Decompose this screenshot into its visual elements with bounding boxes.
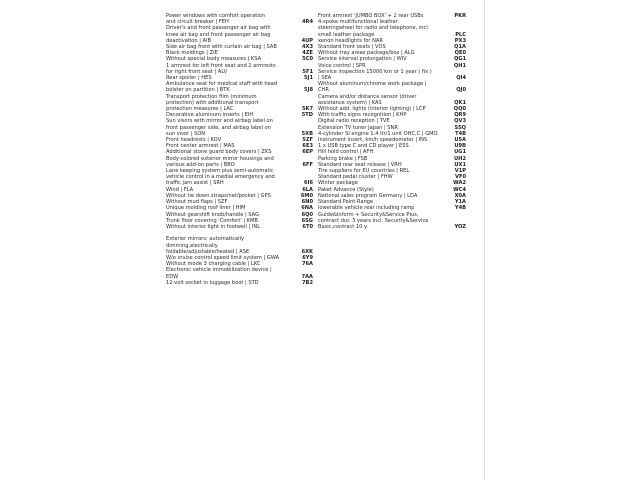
option-code: 6Q0 bbox=[301, 211, 313, 218]
option-code: 6FF bbox=[302, 161, 313, 168]
option-description-line: Exterior mirrors: automatically bbox=[166, 236, 244, 243]
option-description-line: protection) with additional transport bbox=[166, 99, 259, 106]
option-description-line: Without gearshift knob/handle | SAG bbox=[166, 211, 259, 218]
option-description-line: Driver's and front passenger air bag with bbox=[166, 25, 271, 32]
option-description-line: 12-volt socket in luggage boot | STD bbox=[166, 279, 259, 286]
option-code: QE0 bbox=[454, 50, 466, 57]
option-code: 6I6 bbox=[304, 180, 313, 187]
option-description-line: Unique molding roof liner | HIM bbox=[166, 205, 246, 212]
option-code: QG1 bbox=[453, 56, 466, 63]
option-description-line: Body-colored exterior mirror housings and bbox=[166, 155, 274, 162]
option-description-line: Front center armrest | MAS bbox=[166, 143, 235, 150]
option-code: YOZ bbox=[454, 223, 466, 230]
option-description bbox=[318, 19, 455, 38]
option-description-line: Electronic vehicle immobilization device | bbox=[166, 267, 272, 274]
option-description-line: protection measures | LAC bbox=[166, 106, 234, 113]
option-code: 6EP bbox=[302, 149, 313, 156]
option-description-line: front passenger side, and airbag label on bbox=[166, 124, 271, 131]
option-row bbox=[318, 19, 466, 38]
option-code: 6XK bbox=[301, 248, 313, 255]
option-description bbox=[166, 280, 302, 286]
option-description-line: Guide&Inform + Security&Service Plus, bbox=[318, 211, 419, 218]
option-description bbox=[166, 118, 302, 137]
option-code: QR9 bbox=[454, 112, 466, 119]
option-row bbox=[318, 94, 466, 106]
option-description bbox=[166, 63, 302, 75]
option-description-line: Transport protection film (minimum bbox=[166, 93, 257, 100]
option-description-line: foldable/adjustable/heated | ASE bbox=[166, 248, 250, 255]
option-code: 6SG bbox=[301, 217, 313, 224]
option-description-line: Lane keeping system plus semi-automatic bbox=[166, 168, 274, 175]
option-description bbox=[166, 224, 302, 230]
option-description-line: steeringwheel for radio and telephone, incl. bbox=[318, 25, 430, 32]
option-code: 6N0 bbox=[301, 199, 313, 206]
option-code: Y4B bbox=[454, 205, 466, 212]
option-code: 5C0 bbox=[302, 56, 313, 63]
option-code: WC4 bbox=[453, 186, 466, 193]
option-code: QV3 bbox=[454, 118, 466, 125]
option-code: 7AA bbox=[301, 273, 313, 280]
option-description-line: Sun visors with mirror and airbag label on bbox=[166, 118, 273, 125]
option-row bbox=[318, 69, 466, 81]
option-code: 76A bbox=[301, 261, 313, 268]
option-description-line: vehicle control in a medial emergency and bbox=[166, 174, 275, 181]
option-list-right bbox=[318, 13, 466, 230]
option-code: 5K7 bbox=[301, 106, 313, 113]
option-code: 4X3 bbox=[301, 44, 313, 51]
option-description-line: assistance system) | KAS bbox=[318, 99, 382, 106]
option-code: 4ZE bbox=[302, 50, 313, 57]
option-code: 5ZF bbox=[302, 137, 313, 144]
option-code: QI4 bbox=[456, 75, 466, 82]
option-description-line: 4-spoke multifunctional leather bbox=[318, 19, 398, 26]
option-row bbox=[166, 94, 313, 113]
option-description-line: Ambulance seat for medical staff with head bbox=[166, 81, 278, 88]
option-description-line: various add-on parts | BBO bbox=[166, 161, 235, 168]
option-description-line: Front headrests | KOV bbox=[166, 137, 222, 144]
option-description-line: Standard pedal cluster | FHW bbox=[318, 174, 393, 181]
option-code: 6LA bbox=[302, 186, 313, 193]
option-code: 5F1 bbox=[302, 68, 313, 75]
option-row bbox=[318, 81, 466, 93]
option-description-line: Camera and/or distance sensor (driver bbox=[318, 93, 417, 100]
option-description-line: Additional stone guard body covers | ZKS bbox=[166, 149, 272, 156]
option-description-line: lowerable vehicle rear including ramp bbox=[318, 205, 415, 212]
option-description-line: EDW bbox=[166, 273, 179, 280]
option-code: UX1 bbox=[454, 161, 466, 168]
option-description bbox=[318, 94, 454, 106]
option-code: WA2 bbox=[453, 180, 466, 187]
option-code: 7B2 bbox=[302, 279, 313, 286]
option-code: 6NA bbox=[301, 205, 313, 212]
option-description bbox=[166, 81, 304, 93]
option-row bbox=[318, 212, 466, 231]
option-description-line: Without tray areas package/box | ALG bbox=[318, 50, 415, 57]
option-description-line: Without add. lights (interior lighting) | LCP bbox=[318, 106, 426, 113]
option-description-line: Instrument insert, km/h speedometer | INS bbox=[318, 137, 428, 144]
option-description-line: National sales program Germany | LDA bbox=[318, 192, 418, 199]
option-code: 4UP bbox=[301, 37, 313, 44]
option-description bbox=[318, 81, 456, 93]
option-description-line: Standard Paint Range bbox=[318, 199, 374, 206]
option-code: T4B bbox=[455, 130, 466, 137]
option-description-line: Wind | FLA bbox=[166, 186, 194, 193]
option-description-line: Hill hold control | AFH bbox=[318, 149, 374, 156]
option-code: 5XB bbox=[301, 130, 313, 137]
option-row bbox=[166, 168, 313, 187]
option-description-line: Standard front seats | VOS bbox=[318, 44, 386, 51]
option-description-line: xenon headlights for NAR bbox=[318, 37, 383, 44]
option-code: QH1 bbox=[453, 62, 466, 69]
option-description bbox=[166, 236, 302, 255]
option-code: UG1 bbox=[454, 149, 466, 156]
option-code: UH2 bbox=[454, 155, 466, 162]
option-description-line: small leather package bbox=[318, 31, 375, 38]
option-description bbox=[166, 25, 302, 44]
option-code: PX3 bbox=[454, 37, 466, 44]
option-code: PKR bbox=[454, 13, 466, 19]
option-description-line: Without interior light in footwell | INL bbox=[166, 223, 261, 230]
option-description bbox=[318, 69, 456, 81]
option-description-line: Digital radio reception | TVE bbox=[318, 118, 390, 125]
option-row bbox=[166, 224, 313, 230]
option-code: 5J8 bbox=[304, 87, 313, 94]
option-description-line: 1 armrest for left front seat and 2 armrests bbox=[166, 62, 276, 69]
option-description-line: Parking brake | FSB bbox=[318, 155, 368, 162]
option-code: Y1A bbox=[454, 199, 466, 206]
option-description-line: With traffic signs recognition | KHP bbox=[318, 112, 407, 119]
option-description-line: Tire suppliers for EU countries | REL bbox=[318, 168, 410, 175]
option-description-line: contract dur. 3 years incl. Security&Service bbox=[318, 217, 429, 224]
option-code: 6T0 bbox=[302, 223, 313, 230]
option-description-line: Front armrest 'JUMBO BOX' + 2 rear USBs bbox=[318, 13, 424, 19]
option-description-line: Rear spoiler | HES bbox=[166, 75, 212, 82]
option-code: VF0 bbox=[455, 174, 466, 181]
option-code: U9B bbox=[454, 143, 466, 150]
option-code: 6E3 bbox=[302, 143, 313, 150]
option-description-line: sun visor | SON bbox=[166, 130, 206, 137]
option-description-line: | SEA bbox=[318, 75, 332, 82]
option-description bbox=[166, 156, 302, 168]
option-code: 6M0 bbox=[300, 192, 313, 199]
option-row bbox=[166, 81, 313, 93]
option-description-line: Without aluminum/chrome work package | bbox=[318, 81, 427, 88]
option-description-line: Service interval prolongation | WIV bbox=[318, 56, 407, 63]
option-description bbox=[318, 212, 454, 231]
option-description-line: CHR bbox=[318, 87, 329, 94]
option-description-line: bolster on partition | BTK bbox=[166, 87, 230, 94]
option-row bbox=[166, 280, 313, 286]
option-description-line: Standard rear seat release | VRH bbox=[318, 161, 402, 168]
option-description-line: Extension TV tuner Japan | SNR bbox=[318, 124, 398, 131]
option-description-line: W/o cruise control speed limit system | GWA bbox=[166, 254, 280, 261]
option-description bbox=[166, 94, 302, 113]
option-description-line: 1 x USB type C and CD player | ESS bbox=[318, 143, 409, 150]
option-row bbox=[166, 267, 313, 279]
option-description bbox=[166, 168, 304, 187]
option-description-line: for right front seat | ALV bbox=[166, 68, 228, 75]
option-row bbox=[166, 13, 313, 25]
option-description-line: Black moldings | ZIE bbox=[166, 50, 218, 57]
option-description-line: 4-cylinder SI engine 1.4 ltr/1 unit OHC,C | GMO bbox=[318, 130, 438, 137]
option-description-line: Paket Advance (Style) bbox=[318, 186, 374, 193]
option-code: QJ0 bbox=[456, 87, 466, 94]
option-description-line: dimming,electrically bbox=[166, 242, 218, 249]
option-description-line: Side air bag front with curtain air bag | SAB bbox=[166, 44, 277, 51]
option-description-line: Winter package bbox=[318, 180, 358, 187]
option-row bbox=[166, 63, 313, 75]
option-code: X0A bbox=[454, 192, 466, 199]
option-description-line: Service inspection 15000 km or 1 year ( fix ) bbox=[318, 68, 432, 75]
option-code: 4R4 bbox=[301, 19, 313, 26]
page-edge-rule bbox=[484, 0, 485, 480]
option-description-line: Voice control | SPR bbox=[318, 62, 366, 69]
option-code: 6Y9 bbox=[302, 254, 313, 261]
option-description-line: Basic,contract 10 y. bbox=[318, 223, 368, 230]
option-description-line: deactivation | AIB bbox=[166, 37, 212, 44]
option-description-line: Without mode 3 charging cable | LKC bbox=[166, 261, 261, 268]
option-description-line: and circuit breaker | FEH bbox=[166, 19, 229, 26]
option-row bbox=[166, 25, 313, 44]
option-description-line: Without tie down straps/net/pocket | GPS bbox=[166, 192, 271, 199]
option-code: 5J1 bbox=[304, 75, 313, 82]
option-description-line: knee air bag and front passenger air bag bbox=[166, 31, 271, 38]
option-list-left bbox=[166, 13, 313, 286]
option-description-line: Decorative aluminum inserts | EIH bbox=[166, 112, 254, 119]
option-row bbox=[166, 156, 313, 168]
option-description bbox=[166, 13, 302, 25]
option-code: Q1A bbox=[454, 44, 466, 51]
option-code: 5TD bbox=[301, 112, 313, 119]
option-description-line: Without mud flaps | SZF bbox=[166, 199, 228, 206]
option-row bbox=[166, 118, 313, 137]
option-code: V1P bbox=[454, 168, 466, 175]
option-description-line: traffic jam assist | SRH bbox=[166, 180, 224, 187]
option-description-line: Without special body measures | KSA bbox=[166, 56, 262, 63]
option-code: PLC bbox=[455, 31, 466, 38]
option-code: QQ0 bbox=[453, 106, 466, 113]
option-code: QK1 bbox=[454, 99, 466, 106]
option-row bbox=[166, 236, 313, 255]
option-description-line: Trunk floor covering 'Comfort' | KMB bbox=[166, 217, 258, 224]
option-code: S5Q bbox=[454, 124, 466, 131]
option-code: U5A bbox=[454, 137, 466, 144]
option-description-line: Power windows with comfort operation bbox=[166, 13, 265, 19]
option-description bbox=[166, 267, 302, 279]
